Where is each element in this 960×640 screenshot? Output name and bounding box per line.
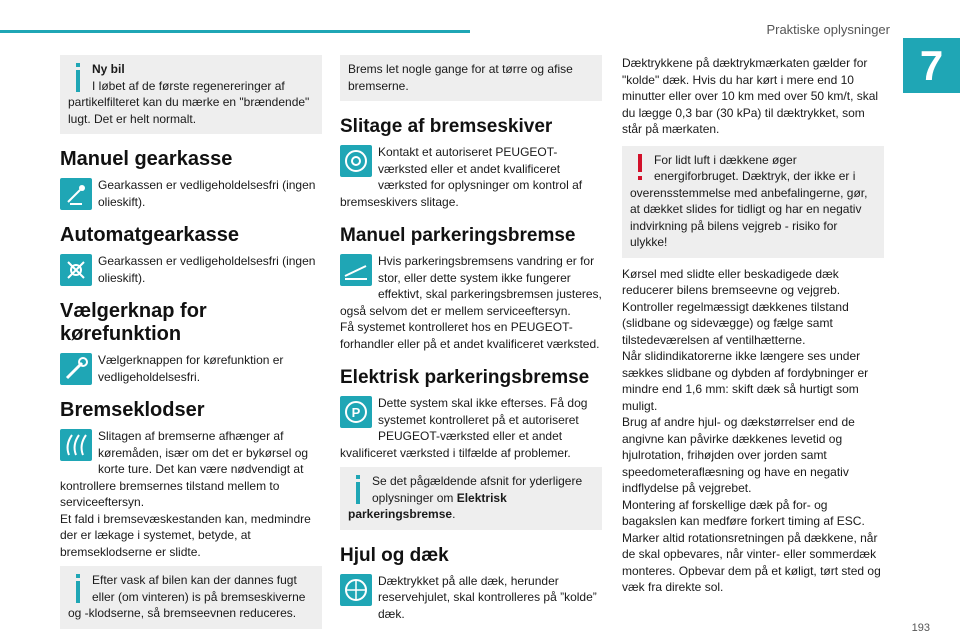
text-tyre-pressure: Dæktrykkene på dæktrykmærkaten gælder for "kolde" dæk. Hvis du har kørt i mere end 10 minutter eller over 10 km med over 50 km/t, skal du lægge 0,3 bar (30 kPa) til dæktrykket, som står på mærkaten. — [622, 56, 879, 136]
gear-selector-icon — [60, 254, 92, 286]
note-title: Ny bil — [92, 62, 125, 76]
text-auto-gearbox: Gearkassen er vedligeholdelsesfri (ingen olieskift). — [98, 254, 316, 285]
text-manual-park-2: Få systemet kontrolleret hos en PEUGEOT-forhandler eller på et andet kvalificeret værksted. — [340, 320, 600, 351]
para-electric-park — [340, 395, 602, 461]
text-p2: Kørsel med slidte eller beskadigede dæk reducerer bilens bremseevne og vejgreb. Kontroller regelmæssigt dækkenes tilstand (slidbane og sidevægge) og fælge samt tilstedeværelsen af ventilhætterne. — [622, 266, 849, 347]
text-brake-pads-2: Et fald i bremsevæskestanden kan, medmindre der er lækage i systemet, betyde, at bremseklodserne er slidte. — [60, 511, 311, 559]
warning-icon — [634, 154, 646, 184]
text-p3: Når slidindikatorerne ikke længere ses under sækkes slidbane og dybden af fordybninger er mindre end 1,6 mm: skift dæk så hurtigt som muligt. — [622, 349, 869, 413]
info-note-new-car — [60, 55, 322, 134]
info-note-wash — [60, 566, 322, 629]
info-icon — [352, 475, 364, 505]
note-info-bold: Elektrisk parkeringsbremse — [348, 490, 507, 521]
heading-auto-gearbox: Automatgearkasse — [60, 224, 239, 246]
header-bar — [0, 30, 470, 33]
note-brake-dry — [340, 55, 602, 101]
heading-selector-line1: Vælgerknap for — [60, 300, 207, 322]
para-discs — [340, 144, 602, 210]
section-title: Praktiske oplysninger — [766, 22, 890, 37]
para-manual-park — [340, 253, 602, 352]
tyre-icon — [340, 574, 372, 606]
warning-text: For lidt luft i dækkene øger energiforbruget. Dæktryk, der ikke er i overensstemmelse med anbefalingerne, gør, at dækket slides for tidligt og har en negativ indvirkning på bilens vejgreb - risiko for ulykke! — [630, 152, 868, 249]
wrench-icon — [60, 353, 92, 385]
text-discs: Kontakt et autoriseret PEUGEOT-værksted eller et andet kvalificeret værksted for oplysninger om kontrol af bremseskivers slitage. — [340, 145, 583, 209]
info-icon — [72, 63, 84, 93]
para-tyre-info — [622, 266, 884, 596]
page-number: 193 — [911, 622, 930, 634]
heading-manual-park: Manuel parkeringsbremse — [340, 225, 576, 246]
parking-lever-icon — [340, 254, 372, 286]
para-selector — [60, 352, 322, 385]
para-tyre-pressure — [622, 55, 884, 138]
info-note-electric-park — [340, 467, 602, 530]
brake-disc-icon — [340, 145, 372, 177]
parking-brake-icon — [340, 396, 372, 428]
chapter-number: 7 — [903, 38, 960, 93]
para-wheels — [340, 573, 602, 623]
note-text: I løbet af de første regenereringer af partikelfilteret kan du mærke en "brændende" lugt. Det er helt normalt. — [68, 78, 310, 126]
text-p4: Brug af andre hjul- og dækstørrelser end de angivne kan påvirke dækkenes levetid og hjulrotation, frihøjden over jorden samt speedometeraflæsning og have en negativ indflydelse på vejgrebet. — [622, 415, 855, 495]
svg-text:P: P — [351, 405, 361, 420]
text-selector: Vælgerknappen for kørefunktion er vedligeholdelsesfri. — [98, 353, 284, 384]
text-wheels: Dæktrykket på alle dæk, herunder reservehjulet, skal kontrolleres på ”kolde” dæk. — [378, 573, 597, 621]
heading-manual-gearbox: Manuel gearkasse — [60, 148, 233, 170]
warning-note — [622, 146, 884, 258]
text-manual-gearbox: Gearkassen er vedligeholdelsesfri (ingen olieskift). — [98, 178, 316, 209]
column-3 — [622, 55, 884, 602]
text-manual-park-1: Hvis parkeringsbremsens vandring er for stor, eller dette system ikke fungerer effektivt, skal parkeringsbremsen justeres, også selvom det er mellem serviceeftersyn. — [340, 254, 602, 318]
text-electric-park: Dette system skal ikke efterses. Få dog systemet kontrolleret på et autoriseret PEUGEOT-værksted eller et andet kvalificeret værksted i tilfælde af problemer. — [340, 396, 588, 460]
brake-pad-icon — [60, 429, 92, 461]
heading-electric-park: Elektrisk parkeringsbremse — [340, 367, 590, 388]
text-brake-pads-1: Slitagen af bremserne afhænger af køremåden, især om det er bykørsel og korte ture. Det kan være nødvendigt at kontrollere bremsernes tilstand mellem to serviceeftersyn. — [60, 429, 309, 509]
note-brake-text: Brems let nogle gange for at tørre og afise bremserne. — [348, 62, 573, 93]
note-info-text: Se det pågældende afsnit for yderligere oplysninger om — [372, 474, 583, 505]
para-manual-gearbox — [60, 177, 322, 210]
info-icon — [72, 574, 84, 604]
heading-wheels: Hjul og dæk — [340, 544, 449, 566]
gearstick-icon — [60, 178, 92, 210]
heading-selector-line2: kørefunktion — [60, 323, 182, 345]
text-p6: Marker altid rotationsretningen på dækkene, når de skal opbevares, når vinter- eller sommerdæk monteres. Opbevar dem på et køligt, tørt sted og væk fra direkte sol. — [622, 530, 881, 594]
heading-discs: Slitage af bremseskiver — [340, 116, 553, 137]
note-info-end: . — [452, 507, 456, 521]
para-auto-gearbox — [60, 253, 322, 286]
text-p5: Montering af forskellige dæk på for- og bagakslen kan medføre forkert timing af ESC. — [622, 497, 865, 528]
column-1 — [60, 55, 322, 637]
heading-brake-pads: Bremseklodser — [60, 399, 205, 421]
column-2 — [340, 55, 602, 628]
para-brake-pads — [60, 428, 322, 560]
note-wash-text: Efter vask af bilen kan der dannes fugt eller (om vinteren) is på bremseskiverne og -klodserne, så bremseevnen reduceres. — [68, 573, 306, 620]
heading-selector — [60, 300, 322, 346]
